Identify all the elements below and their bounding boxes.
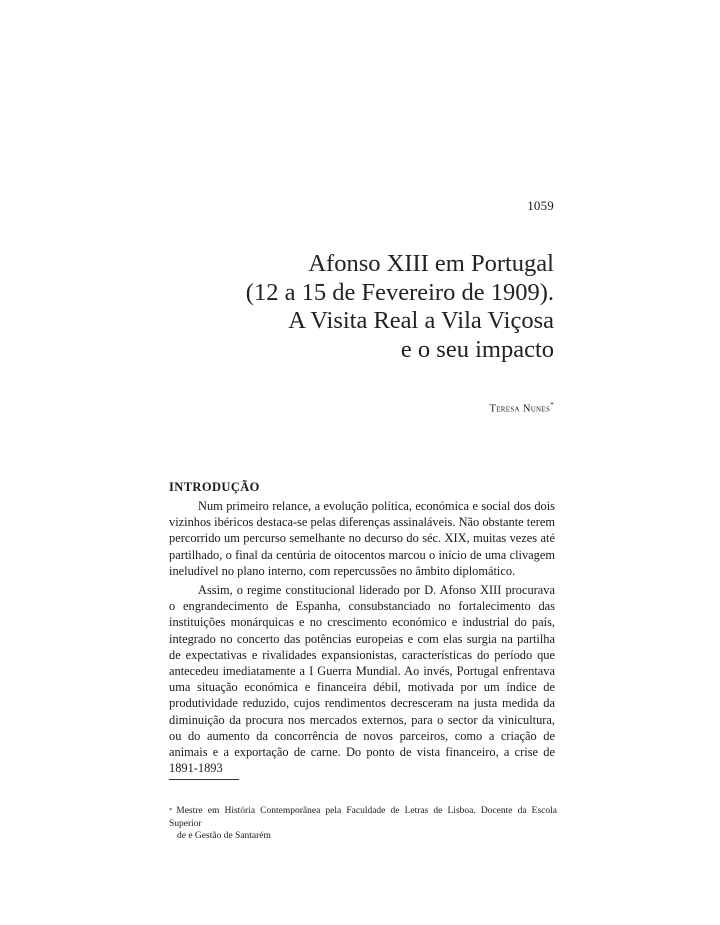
author-footnote-mark: *: [550, 401, 554, 409]
title-line-1: Afonso XIII em Portugal: [308, 250, 554, 277]
article-body: [169, 480, 555, 779]
title-line-2: (12 a 15 de Fevereiro de 1909).: [245, 278, 554, 306]
footnote-mark: *: [169, 807, 173, 814]
paragraph-2: Assim, o regime constitucional liderado por D. Afonso XIII procurava o engrandecimento de Espanha, consubstanciado no fortalecimento das instituições monárquicas e no crescimento económico e industrial do país, integrado no concerto das potências europeias e com elas surgia na partilha de expectativas e rivalidades expansionistas, características do período que antecedeu imediatamente a I Guerra Mundial. Ao invés, Portugal enfrentava uma situação económica e financeira débil, motivada por um índice de produtividade reduzido, cujos rendimentos decresceram na justa medida da diminuição da procura nos mercados externos, para o sector da vinicultura, ou do aumento da concorrência de novos parceiros, como a criação de animais e a exportação de carne. Do ponto de vista financeiro, a crise de 1891-1893: [169, 583, 555, 776]
article-title: [246, 250, 554, 364]
footnote-line-2: de e Gestão de Santarém: [177, 831, 271, 841]
title-line-3: A Visita Real a Vila Viçosa: [288, 307, 554, 334]
paragraph-1: Num primeiro relance, a evolução política, económica e social dos dois vizinhos ibéricos destaca-se pelas diferenças assinaláveis. Não obstante terem percorrido um percurso semelhante no decurso do séc. XIX, muitas vezes até partilhado, o final da centúria de oitocentos marcou o início de uma clivagem ineludível no plano interno, com repercussões no âmbito diplomático.: [169, 499, 555, 578]
footnote-divider: [169, 779, 239, 780]
footnote: [169, 805, 557, 843]
footnote-text-1: Mestre em História Contemporânea pela Faculdade de Letras de Lisboa. Docente da Escola Superior: [169, 806, 557, 829]
author-name: Teresa Nunes: [489, 403, 551, 415]
footnote-line-1: [169, 805, 557, 830]
section-heading: INTRODUÇÃO: [169, 480, 260, 494]
title-line-4: e o seu impacto: [400, 335, 554, 363]
author-byline: [490, 401, 554, 415]
page-number: 1059: [527, 198, 554, 213]
